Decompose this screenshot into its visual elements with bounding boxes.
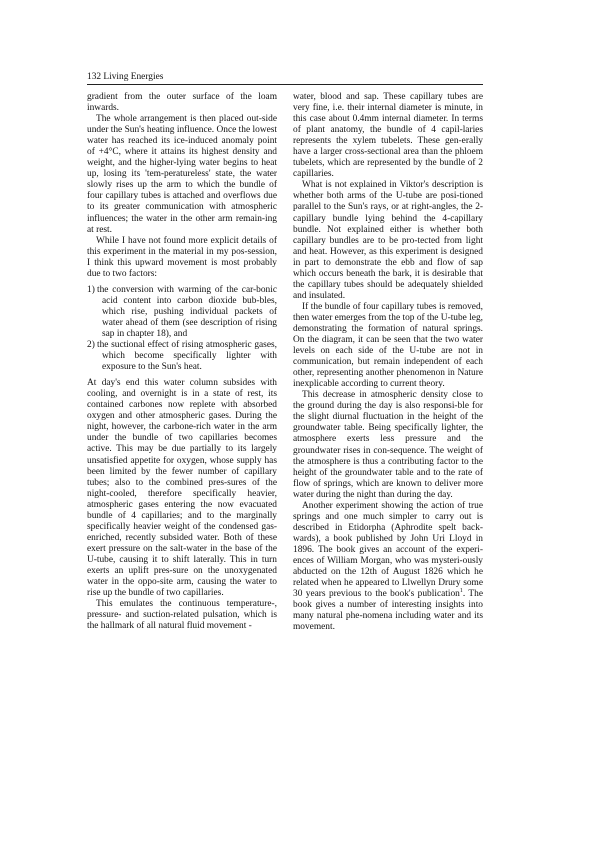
left-paragraph-3: While I have not found more explicit details of this experiment in the material in my pos-session, I think this upward movement is most probably due to two factors:: [87, 235, 277, 279]
factors-list: [87, 285, 277, 373]
running-head: 132 Living Energies: [87, 72, 164, 82]
right-paragraph-2: What is not explained in Viktor's description is whether both arms of the U-tube are posi-tioned parallel to the Sun's rays, or at right-angles, the 2-capillary bundle lying behind the 4-capillary bundle. Not explained either is whether both capillary bundles are to be pro-tected from light and heat. However, as this experiment is designed in part to demonstrate the ebb and flow of sap which occurs beneath the bark, it is desirable that the capillary tubes should be adequately shielded and insulated.: [293, 180, 483, 301]
list-item: [87, 285, 277, 340]
paragraph-text-tail: . The book gives a number of interesting insights into many natural phe-nomena including water and its movement.: [293, 589, 484, 633]
list-item-number: 2): [87, 340, 95, 351]
left-paragraph-5: This emulates the continuous temperature-, pressure- and suction-related pulsation, which is the hallmark of all natural fluid movement -: [87, 599, 277, 632]
footnote-reference: 1: [459, 587, 463, 594]
list-item-text: the suctional effect of rising atmospheric gases, which become specifically lighter with exposure to the Sun's heat.: [97, 340, 277, 373]
left-column: [87, 92, 277, 632]
header-rule: [87, 84, 483, 85]
paragraph-text: Another experiment showing the action of true springs and one much simpler to carry out is described in Etidorpha (Aphrodite spelt back-wards), a book published by John Uri Lloyd in 1896. The book gives an account of the experi-ences of William Morgan, who was mysteri-ously abducted on the 12th of August 1826 which he related when he appeared to Llwellyn Drury some 30 years previous to the book's publication: [293, 500, 483, 600]
right-paragraph-1: water, blood and sap. These capillary tubes are very fine, i.e. their internal diameter is minute, in this case about 0.4mm internal diameter. In terms of plant anatomy, the bundle of 4 capil-laries represents the xylem tubelets. These gen-erally have a larger cross-sectional area than the phloem tubelets, which are represented by the bundle of 2 capillaries.: [293, 92, 483, 180]
right-paragraph-4: This decrease in atmospheric density close to the ground during the day is also responsi-ble for the slight diurnal fluctuation in the height of the groundwater table. Being specifically lighter, the atmosphere exerts less pressure and the groundwater rises in con-sequence. The weight of the atmosphere is thus a contributing factor to the height of the groundwater table and to the rate of flow of springs, which are known to deliver more water during the night than during the day.: [293, 390, 483, 500]
left-paragraph-2: The whole arrangement is then placed out-side under the Sun's heating influence. Once the lowest water has reached its ice-induced anomaly point of +4°C, where it attains its highest density and weight, and the higher-lying water begins to heat up, losing its 'tem-peratureless' state, the water slowly rises up the arm to which the bundle of four capillary tubes is attached and overflows due to its greater communication with atmospheric influences; the water in the other arm remain-ing at rest.: [87, 114, 277, 235]
list-item: [87, 340, 277, 373]
right-paragraph-3: If the bundle of four capillary tubes is removed, then water emerges from the top of the U-tube leg, demonstrating the formation of natural springs. On the diagram, it can be seen that the two water levels on each side of the U-tube are not in communication, but remain independent of each other, representing another phenomenon in Nature inexplicable according to current theory.: [293, 301, 483, 390]
list-item-number: 1): [87, 284, 95, 295]
list-item-text: the conversion with warming of the car-bonic acid content into carbon dioxide bub-bles, which rise, pushing individual packets of water ahead of them (see description of rising sap in chapter 18), and: [97, 284, 277, 339]
left-paragraph-1: gradient from the outer surface of the loam inwards.: [87, 92, 277, 114]
left-paragraph-4: At day's end this water column subsides with cooling, and overnight is in a state of rest, its contained carbones now replete with absorbed oxygen and other atmospheric gases. During the night, however, the carbone-rich water in the arm under the bundle of two capillaries becomes active. This may be due partially to its largely unsatisfied appetite for oxygen, whose supply has been limited by the fewer number of capillary tubes; also to the combined pres-sures of the night-cooled, therefore specifically heavier, atmospheric gases entering the now evacuated bundle of 4 capillaries; and to the marginally specifically heavier weight of the condensed gas-enriched, recently subsided water. Both of these exert pressure on the salt-water in the base of the U-tube, causing it to shift laterally. This in turn exerts an uplift pres-sure on the unoxygenated water in the oppo-site arm, causing the water to rise up the bundle of two capillaries.: [87, 378, 277, 599]
right-paragraph-5: [293, 501, 483, 634]
right-column: [293, 92, 483, 633]
